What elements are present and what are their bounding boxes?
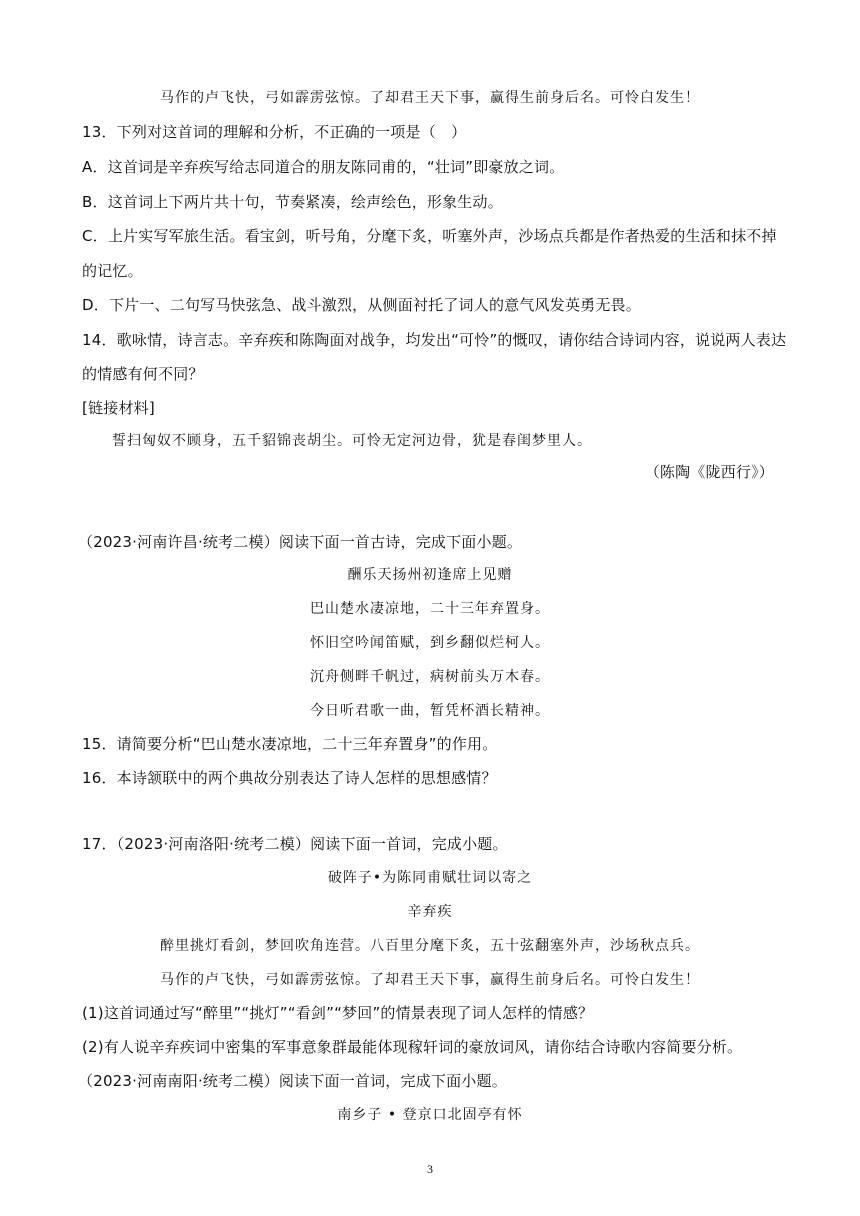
- poem-title: 南乡子 • 登京口北固亭有怀: [337, 1107, 523, 1123]
- question-17-intro: 17．（2023·河南洛阳·统考二模）阅读下面一首词，完成小题。: [82, 835, 508, 853]
- poem-line: 沉舟侧畔千帆过，病树前头万木春。: [310, 669, 550, 685]
- section-2-intro: （2023·河南许昌·统考二模）阅读下面一首古诗，完成下面小题。: [78, 533, 523, 551]
- option-c-line-1: C．上片实写军旅生活。看宝剑，听号角，分麾下炙，听塞外声，沙场点兵都是作者热爱的生活和抹不掉: [82, 227, 777, 245]
- poem-line: 巴山楚水凄凉地，二十三年弃置身。: [310, 601, 550, 617]
- link-poem: 誓扫匈奴不顾身，五千貂锦丧胡尘。可怜无定河边骨，犹是春闺梦里人。: [112, 433, 592, 449]
- option-a: A．这首词是辛弃疾写给志同道合的朋友陈同甫的，“壮词”即豪放之词。: [82, 158, 565, 176]
- link-material-label: [链接材料]: [82, 399, 155, 417]
- link-source: （陈陶《陇西行》）: [644, 463, 774, 481]
- poem-author: 辛弃疾: [407, 904, 453, 920]
- poem-line: 马作的卢飞快，弓如霹雳弦惊。了却君王天下事，赢得生前身后名。可怜白发生！: [160, 972, 700, 988]
- poem-line: 怀旧空吟闻笛赋，到乡翻似烂柯人。: [310, 635, 550, 651]
- poem-line: 今日听君歌一曲，暂凭杯酒长精神。: [310, 703, 550, 719]
- question-14-line-2: 的情感有何不同？: [82, 365, 204, 383]
- section-4-intro: （2023·河南南阳·统考二模）阅读下面一首词，完成下面小题。: [78, 1072, 507, 1090]
- poem-line: 马作的卢飞快，弓如霹雳弦惊。了却君王天下事，赢得生前身后名。可怜白发生！: [160, 90, 700, 106]
- question-15: 15．请简要分析“巴山楚水凄凉地，二十三年弃置身”的作用。: [82, 735, 498, 753]
- option-d: D．下片一、二句写马快弦急、战斗激烈，从侧面衬托了词人的意气风发英勇无畏。: [82, 296, 641, 314]
- option-c-line-2: 的记忆。: [82, 262, 143, 280]
- sub-question-2: (2)有人说辛弃疾词中密集的军事意象群最能体现稼轩词的豪放词风，请你结合诗歌内容简要分析。: [82, 1038, 743, 1056]
- question-16: 16．本诗颔联中的两个典故分别表达了诗人怎样的思想感情？: [82, 769, 497, 787]
- question-14-line-1: 14．歌咏情，诗言志。辛弃疾和陈陶面对战争，均发出“可怜”的慨叹，请你结合诗词内容，说说两人表达: [82, 331, 787, 349]
- poem-title: 酬乐天扬州初逢席上见赠: [347, 567, 513, 583]
- poem-title: 破阵子•为陈同甫赋壮词以寄之: [327, 870, 533, 886]
- sub-question-1: (1)这首词通过写“醉里”“挑灯”“看剑”“梦回”的情景表现了词人怎样的情感？: [82, 1004, 594, 1022]
- poem-line: 醉里挑灯看剑，梦回吹角连营。八百里分麾下炙，五十弦翻塞外声，沙场秋点兵。: [160, 938, 700, 954]
- option-b: B．这首词上下两片共十句，节奏紧凑，绘声绘色，形象生动。: [82, 193, 503, 211]
- page-number: 3: [427, 1162, 433, 1176]
- question-13-stem: 13．下列对这首词的理解和分析，不正确的一项是（ ）: [82, 123, 467, 141]
